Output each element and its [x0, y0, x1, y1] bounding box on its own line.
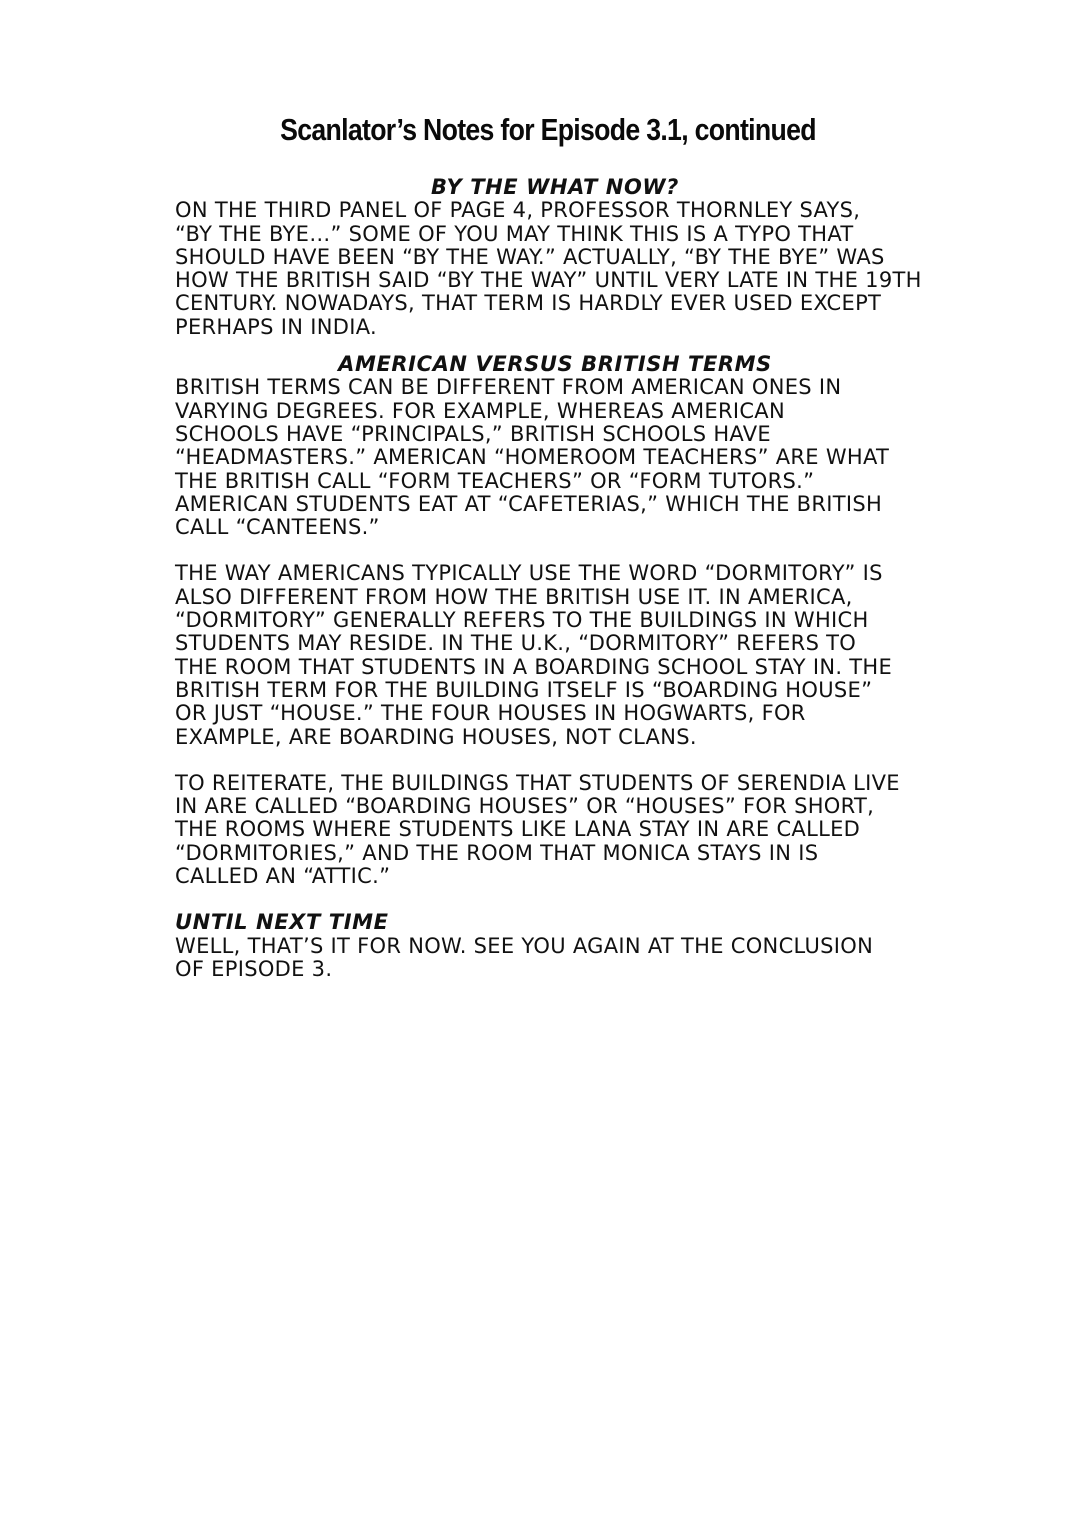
notes-content: [175, 176, 935, 981]
page-title: Scanlator’s Notes for Episode 3.1, continued: [280, 112, 816, 147]
text-line: “HEADMASTERS.” AMERICAN “HOMEROOM TEACHERS” ARE WHAT: [175, 445, 890, 470]
text-line: CALL “CANTEENS.”: [175, 515, 380, 540]
section-paragraph: [175, 376, 935, 539]
section-heading: AMERICAN VERSUS BRITISH TERMS: [338, 352, 772, 377]
text-line: EXAMPLE, ARE BOARDING HOUSES, NOT CLANS.: [175, 724, 697, 749]
section-until-next-time: [175, 911, 935, 981]
text-line: HOW THE BRITISH SAID “BY THE WAY” UNTIL VERY LATE IN THE 19TH: [175, 268, 922, 293]
text-line: “DORMITORIES,” AND THE ROOM THAT MONICA STAYS IN IS: [175, 840, 819, 865]
section-by-the-what-now: [175, 176, 935, 339]
text-line: THE ROOMS WHERE STUDENTS LIKE LANA STAY IN ARE CALLED: [175, 817, 861, 842]
text-line: CALLED AN “ATTIC.”: [175, 864, 391, 889]
text-line: PERHAPS IN INDIA.: [175, 314, 377, 339]
text-line: THE WAY AMERICANS TYPICALLY USE THE WORD “DORMITORY” IS: [175, 561, 883, 586]
text-line: WELL, THAT’S IT FOR NOW. SEE YOU AGAIN AT THE CONCLUSION: [175, 933, 874, 958]
section-american-versus-british-terms: [175, 353, 935, 888]
text-line: OR JUST “HOUSE.” THE FOUR HOUSES IN HOGWARTS, FOR: [175, 701, 806, 726]
text-line: THE BRITISH CALL “FORM TEACHERS” OR “FORM TUTORS.”: [175, 468, 815, 493]
section-paragraph: [175, 562, 935, 748]
text-line: STUDENTS MAY RESIDE. IN THE U.K., “DORMITORY” REFERS TO: [175, 631, 857, 656]
text-line: IN ARE CALLED “BOARDING HOUSES” OR “HOUSES” FOR SHORT,: [175, 794, 875, 819]
text-line: AMERICAN STUDENTS EAT AT “CAFETERIAS,” WHICH THE BRITISH: [175, 491, 883, 516]
text-line: “BY THE BYE…” SOME OF YOU MAY THINK THIS IS A TYPO THAT: [175, 221, 854, 246]
text-line: VARYING DEGREES. FOR EXAMPLE, WHEREAS AMERICAN: [175, 398, 785, 423]
text-line: BRITISH TERM FOR THE BUILDING ITSELF IS “BOARDING HOUSE”: [175, 677, 873, 702]
section-paragraph: [175, 772, 935, 888]
text-line: SHOULD HAVE BEEN “BY THE WAY.” ACTUALLY, “BY THE BYE” WAS: [175, 244, 885, 269]
section-heading: BY THE WHAT NOW?: [431, 175, 679, 199]
text-line: OF EPISODE 3.: [175, 956, 333, 981]
section-heading: UNTIL NEXT TIME: [175, 910, 389, 935]
section-paragraph: [175, 199, 935, 339]
text-line: TO REITERATE, THE BUILDINGS THAT STUDENTS OF SERENDIA LIVE: [175, 770, 900, 795]
text-line: ALSO DIFFERENT FROM HOW THE BRITISH USE IT. IN AMERICA,: [175, 584, 853, 609]
text-line: CENTURY. NOWADAYS, THAT TERM IS HARDLY EVER USED EXCEPT: [175, 291, 882, 316]
text-line: BRITISH TERMS CAN BE DIFFERENT FROM AMERICAN ONES IN: [175, 375, 842, 400]
text-line: ON THE THIRD PANEL OF PAGE 4, PROFESSOR THORNLEY SAYS,: [175, 198, 861, 223]
text-line: SCHOOLS HAVE “PRINCIPALS,” BRITISH SCHOOLS HAVE: [175, 421, 771, 446]
section-paragraph: [175, 935, 935, 982]
text-line: THE ROOM THAT STUDENTS IN A BOARDING SCHOOL STAY IN. THE: [175, 654, 893, 679]
text-line: “DORMITORY” GENERALLY REFERS TO THE BUILDINGS IN WHICH: [175, 608, 869, 633]
